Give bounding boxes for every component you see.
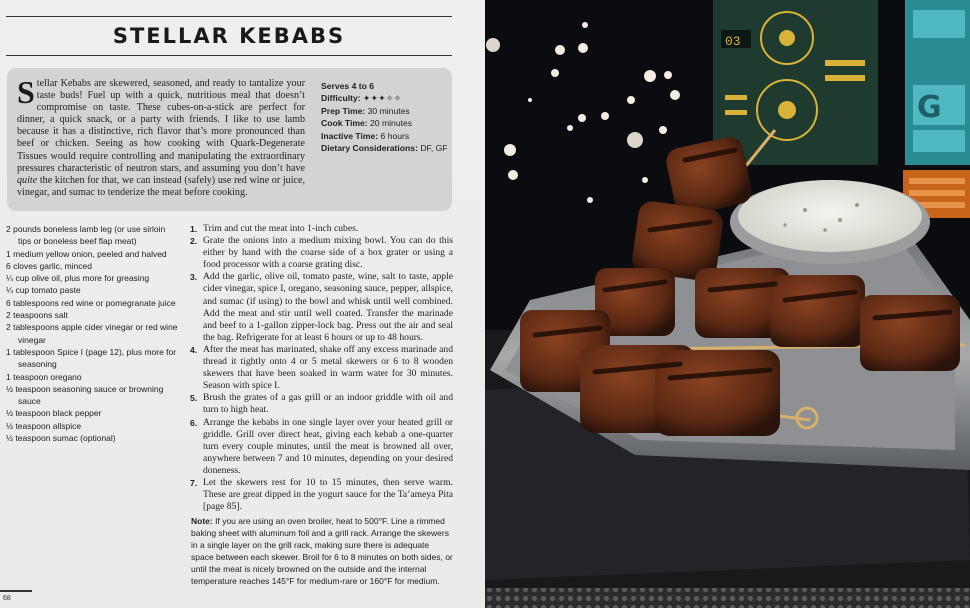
- ingredient-item: ¼ cup tomato paste: [6, 285, 81, 296]
- ingredient-item: 2 tablespoons apple cider vinegar or red wine vinegar: [6, 322, 178, 345]
- step-5: [190, 392, 453, 416]
- step-text: After the meat has marinated, shake off any excess marinade and thread it tightly onto 4 or 5 metal skewers or 6 to 8 wooden skewers that have been soaked in warm water for 30 minutes. Season with spice I.: [203, 343, 453, 392]
- recipe-title: STELLAR KEBABS: [112, 24, 346, 48]
- step-number: 3.: [190, 272, 198, 283]
- ingredient-item: 1 medium yellow onion, peeled and halved: [6, 248, 167, 259]
- step-text: Let the skewers rest for 10 to 15 minutes, then serve warm. These are great dipped in the yogurt sauce for the Ta’ameya Pita [page 85].: [203, 476, 453, 513]
- step-text: Arrange the kebabs in one single layer over your heated grill or griddle. Grill over direct heat, giving each kebab a one-quarter turn every couple minutes, until the meat is browned all over, anywhere between 7 and 10 minutes, depending on your desired doneness.: [203, 416, 453, 476]
- page-number: 68: [3, 595, 11, 602]
- step-6: [190, 417, 453, 477]
- ingredient-item: ½ teaspoon allspice: [6, 420, 82, 431]
- step-text: Grate the onions into a medium mixing bowl. You can do this either by hand with the coarse side of a box grater or using a food processor with a coarse grating disc.: [203, 235, 453, 271]
- yogurt-sauce-bowl: [730, 180, 930, 264]
- dietary-considerations: Dietary Considerations: DF, GF: [321, 143, 448, 154]
- step-4: [190, 344, 453, 392]
- step-7: [190, 477, 453, 513]
- panel-readout: 03: [725, 34, 741, 49]
- ingredient-item: ½ teaspoon seasoning sauce or browning sauce: [6, 383, 164, 407]
- ingredient-item: 1 teaspoon oregano: [6, 371, 82, 382]
- prep-time: Prep Time: 30 minutes: [321, 105, 410, 116]
- step-number: 4.: [190, 344, 198, 355]
- perforated-grate: [485, 588, 970, 608]
- title-bottom-rule: [6, 55, 452, 56]
- intro-emphasis: quite: [17, 174, 38, 186]
- footer-rule: [0, 590, 32, 592]
- step-number: 2.: [190, 236, 198, 247]
- cook-time: Cook Time: 20 minutes: [321, 118, 413, 129]
- control-panel-teal: [905, 0, 970, 165]
- step-number: 5.: [190, 393, 198, 404]
- drop-cap: S: [17, 74, 35, 110]
- ingredient-item: ¼ cup olive oil, plus more for greasing: [6, 273, 150, 284]
- intro-text-part-1: tellar Kebabs are skewered, seasoned, and ready to tantalize your taste buds! Fuel up with a quick, nutritious meal that doesn’t compromise on taste. These cubes-on-a-stick are perfect for dinner, a quick snack, or a party with friends. I like to use lamb because it has a distinctive, rich flavor that’s more pronounced than beef or chicken. Seeing as how cooking with Quark-Degenerate Tissues would require controlling and manipulating the extraordinary pressures characteristic of neutron stars, and assuming you don’t have: [17, 78, 305, 174]
- ingredient-item: 6 tablespoons red wine or pomegranate juice: [6, 297, 176, 308]
- step-number: 7.: [190, 477, 198, 488]
- step-1: [190, 223, 453, 235]
- ingredient-list: [6, 223, 178, 444]
- note-label: Note:: [191, 516, 213, 526]
- ingredient-item: 2 teaspoons salt: [6, 310, 68, 321]
- svg-text:G: G: [917, 90, 942, 125]
- intro-paragraph: [17, 74, 305, 199]
- intro-text-part-2: the kitchen for that, we can instead (safely) use red wine or juice, vinegar, and sumac to tenderize the meat before cooking.: [17, 174, 305, 198]
- difficulty-stars-icon: ✦✦✦✧✧: [363, 93, 402, 104]
- serves: Serves 4 to 6: [321, 81, 375, 91]
- broiler-note: [191, 515, 453, 588]
- step-2: [190, 235, 453, 271]
- step-3: [190, 271, 453, 344]
- ingredient-item: ½ teaspoon black pepper: [6, 408, 102, 419]
- recipe-meta: [321, 80, 449, 154]
- step-text: Add the garlic, olive oil, tomato paste, wine, salt to taste, apple cider vinegar, spice I, oregano, seasoning sauce, pepper, allspice, and sumac (if using) to the bowl and whisk until well combined. Add the meat and stir until well coated. Transfer the marinade and beef to a 1-gallon zipper-lock bag. Press out the air and seal the bag. Refrigerate for at least 6 hours or up to 48 hours.: [203, 271, 453, 343]
- step-number: 1.: [190, 224, 198, 234]
- method-steps: [190, 223, 453, 513]
- ingredient-item: ½ teaspoon sumac (optional): [6, 433, 116, 444]
- step-text: Brush the grates of a gas grill or an indoor griddle with oil and turn to high heat.: [203, 392, 453, 416]
- note-text: If you are using an oven broiler, heat to 500°F. Line a rimmed baking sheet with aluminum foil and a grill rack. Arrange the skewers in a single layer on the grill rack, making sure there is adequate space between each skewer. Broil for 6 to 8 minutes on both sides, or until the meat is nicely browned on the outside and the internal temperature reaches 145°F for medium-rare or 160°F for medium.: [191, 516, 453, 587]
- title-top-rule: [6, 16, 452, 17]
- ingredient-item: 2 pounds boneless lamb leg (or use sirloin tips or boneless beef flap meat): [6, 224, 166, 247]
- kebab-photo-illustration: [485, 0, 970, 608]
- ingredient-item: 6 cloves garlic, minced: [6, 260, 92, 271]
- step-number: 6.: [190, 417, 198, 428]
- kebab-photo: [485, 0, 970, 608]
- step-text: Trim and cut the meat into 1-inch cubes.: [203, 223, 359, 234]
- inactive-time: Inactive Time: 6 hours: [321, 130, 410, 141]
- difficulty: Difficulty: ✦✦✦✧✧: [321, 93, 402, 104]
- ingredient-item: 1 tablespoon Spice I (page 12), plus more for seasoning: [6, 346, 177, 370]
